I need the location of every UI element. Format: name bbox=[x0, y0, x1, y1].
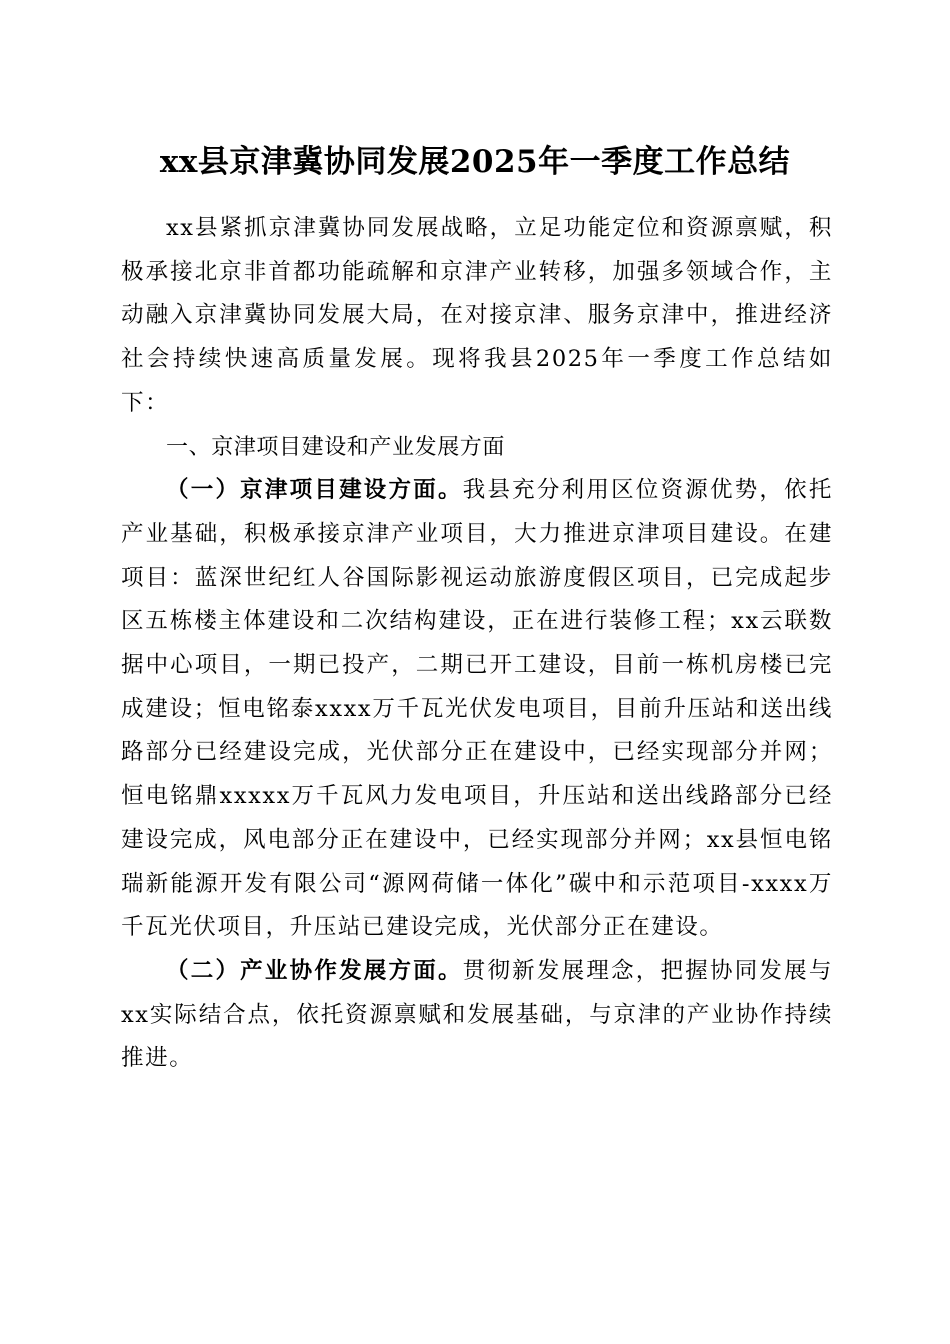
subsection-1-text: 我县充分利用区位资源优势，依托产业基础，积极承接京津产业项目，大力推进京津项目建设。在建项目：蓝深世纪红人谷国际影视运动旅游度假区项目，已完成起步区五栋楼主体建设和二次结构建设，正在进行装修工程；xx云联数据中心项目，一期已投产，二期已开工建设，目前一栋机房楼已完成建设；恒电铭泰xxxx万千瓦光伏发电项目，目前升压站和送出线路部分已经建设完成，光伏部分正在建设中，已经实现部分并网；恒电铭鼎xxxxx万千瓦风力发电项目，升压站和送出线路部分已经建设完成，风电部分正在建设中，已经实现部分并网；xx县恒电铭瑞新能源开发有限公司“源网荷储一体化”碳中和示范项目-xxxx万千瓦光伏项目，升压站已建设完成，光伏部分正在建设。 bbox=[121, 477, 833, 941]
document-title: xx县京津冀协同发展2025年一季度工作总结 bbox=[159, 144, 791, 180]
document-body bbox=[121, 207, 833, 1081]
subsection-2-paragraph bbox=[121, 950, 833, 1081]
subsection-1-lead: （一）京津项目建设方面。 bbox=[166, 477, 463, 504]
section-1-heading: 一、京津项目建设和产业发展方面 bbox=[166, 434, 506, 460]
intro-paragraph: xx县紧抓京津冀协同发展战略，立足功能定位和资源禀赋，积极承接北京非首都功能疏解和京津产业转移，加强多领域合作，主动融入京津冀协同发展大局，在对接京津、服务京津中，推进经济社会持续快速高质量发展。现将我县2025年一季度工作总结如下： bbox=[121, 215, 833, 416]
subsection-2-lead: （二）产业协作发展方面。 bbox=[166, 957, 463, 984]
subsection-1-paragraph bbox=[121, 469, 833, 950]
subsection-2-text: 贯彻新发展理念，把握协同发展与xx实际结合点，依托资源禀赋和发展基础，与京津的产业协作持续推进。 bbox=[121, 957, 833, 1072]
